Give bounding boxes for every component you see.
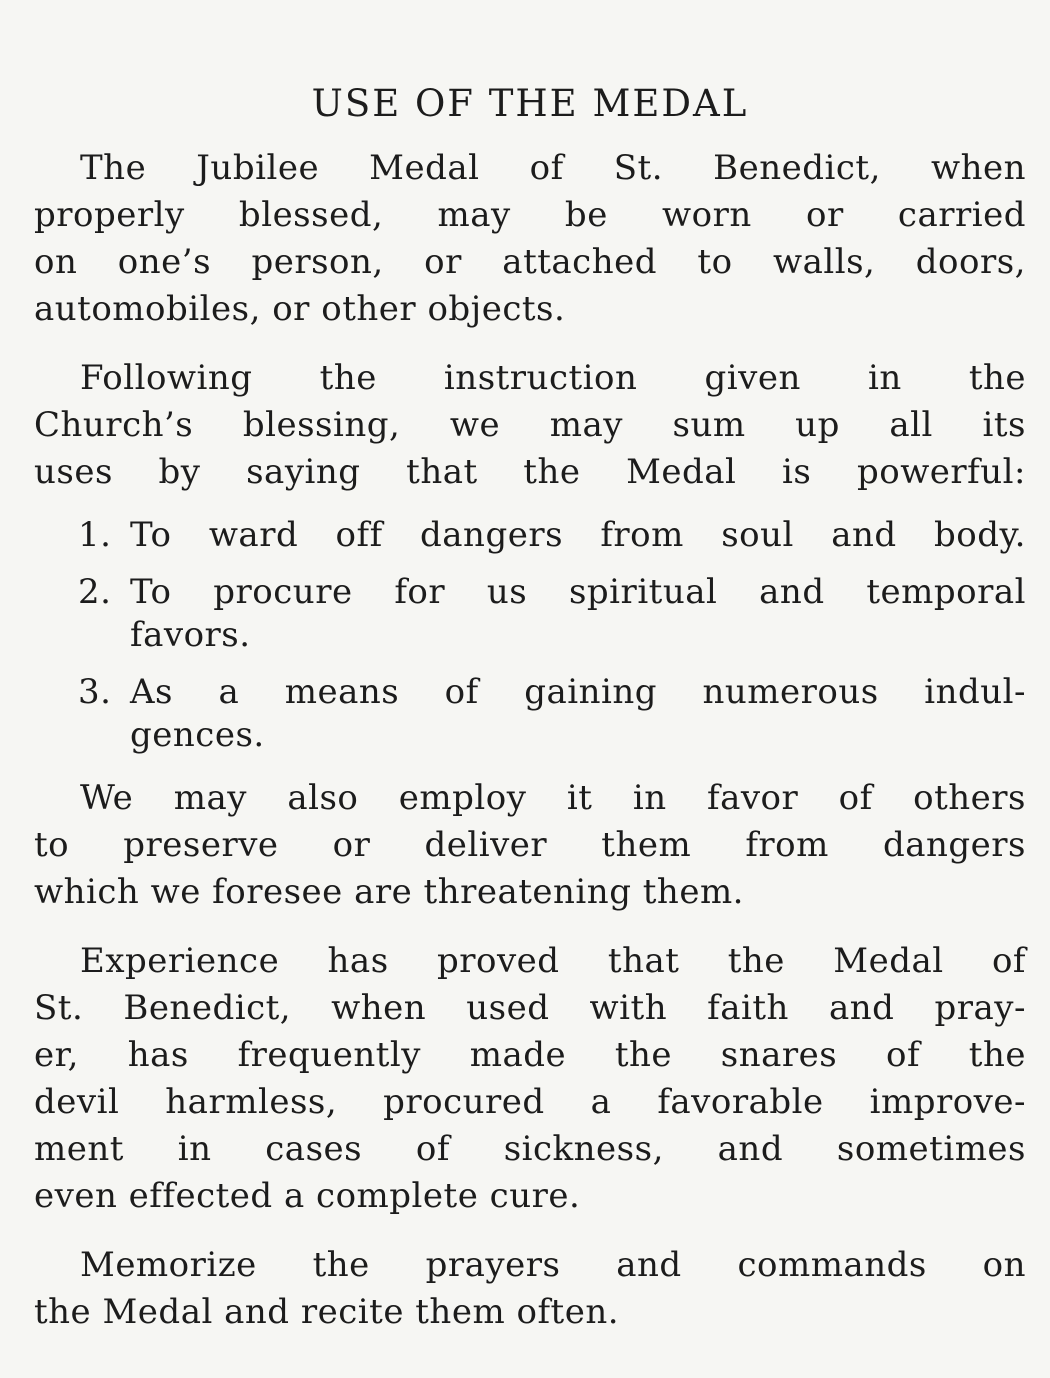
text-line: automobiles, or other objects. [34, 289, 566, 329]
uses-list [34, 514, 1026, 757]
paragraph-1 [34, 145, 1026, 333]
text-line: er, has frequently made the snares of the [34, 1035, 1026, 1075]
text-line: We may also employ it in favor of others [80, 778, 1026, 818]
paragraph-2 [34, 355, 1026, 496]
list-item [34, 514, 1026, 557]
text-line: Church’s blessing, we may sum up all its [34, 405, 1026, 445]
text-line: St. Benedict, when used with faith and pray- [34, 988, 1026, 1028]
list-item [34, 671, 1026, 757]
text-line: The Jubilee Medal of St. Benedict, when [80, 148, 1026, 188]
text-line: uses by saying that the Medal is powerful: [34, 452, 1026, 492]
text-block [34, 82, 1026, 1358]
text-line: devil harmless, procured a favorable improve- [34, 1082, 1026, 1122]
list-number: 2. [78, 572, 112, 612]
paragraph-5 [34, 1242, 1026, 1336]
text-line: on one’s person, or attached to walls, doors, [34, 242, 1026, 282]
text-line: properly blessed, may be worn or carried [34, 195, 1026, 235]
list-item [34, 571, 1026, 657]
text-line: gences. [130, 715, 265, 755]
paragraph-3 [34, 775, 1026, 916]
text-line: Experience has proved that the Medal of [80, 941, 1026, 981]
text-line: to preserve or deliver them from dangers [34, 825, 1026, 865]
text-line: the Medal and recite them often. [34, 1292, 620, 1332]
text-line: even effected a complete cure. [34, 1176, 581, 1216]
text-line: ment in cases of sickness, and sometimes [34, 1129, 1026, 1169]
text-line: To procure for us spiritual and temporal [130, 572, 1026, 612]
paragraph-4 [34, 938, 1026, 1220]
list-number: 3. [78, 672, 112, 712]
page-title: USE OF THE MEDAL [311, 82, 749, 125]
text-line: favors. [130, 615, 251, 655]
text-line: To ward off dangers from soul and body. [130, 515, 1026, 555]
text-line: Memorize the prayers and commands on [80, 1245, 1026, 1285]
text-line: which we foresee are threatening them. [34, 872, 744, 912]
text-line: Following the instruction given in the [80, 358, 1026, 398]
text-line: As a means of gaining numerous indul- [130, 672, 1026, 712]
list-number: 1. [78, 515, 112, 555]
